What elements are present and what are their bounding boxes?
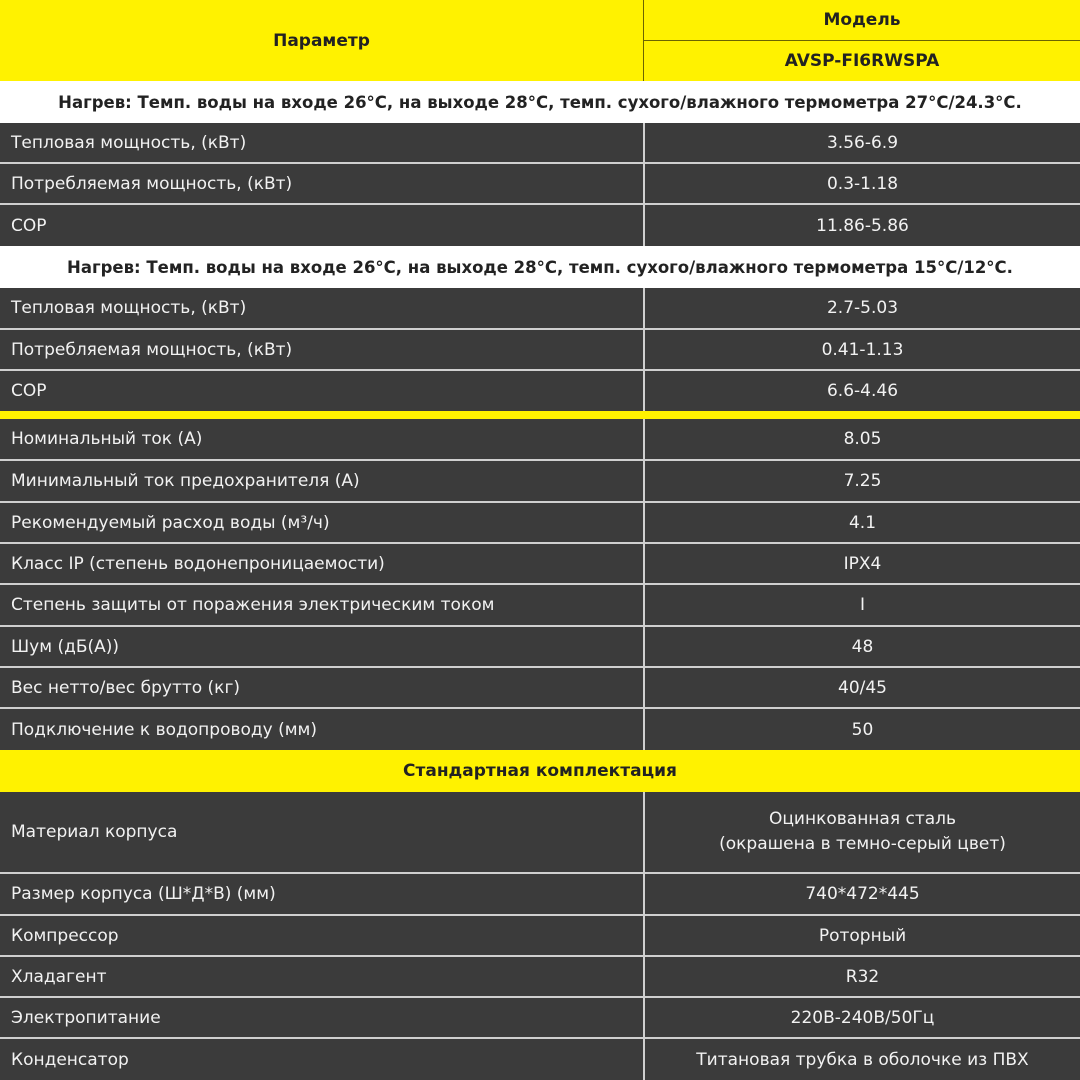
param-cell: Степень защиты от поражения электрическим током (11, 595, 495, 615)
table-row (0, 419, 1080, 461)
param-cell: Материал корпуса (11, 822, 178, 842)
param-cell: Подключение к водопроводу (мм) (11, 719, 318, 740)
param-cell: Шум (дБ(А)) (11, 636, 120, 657)
value-cell: 50 (643, 709, 1080, 750)
param-cell: Вес нетто/вес брутто (кг) (11, 677, 241, 698)
table-row (0, 585, 1080, 627)
model-label: Модель (644, 0, 1080, 41)
table-row (0, 330, 1080, 371)
table-row (0, 998, 1080, 1039)
value-cell: 4.1 (643, 503, 1080, 542)
table-row (0, 916, 1080, 957)
section-title-heating-2: Нагрев: Темп. воды на входе 26°C, на выходе 28°C, темп. сухого/влажного термометра 15°C/12°C. (0, 246, 1080, 288)
table-row (0, 288, 1080, 330)
param-cell: Номинальный ток (А) (11, 429, 203, 449)
param-cell: Класс IP (степень водонепроницаемости) (11, 553, 385, 574)
value-line: Оцинкованная сталь (768, 809, 957, 829)
value-cell (643, 792, 1080, 872)
table-row (0, 503, 1080, 544)
value-cell: 7.25 (643, 461, 1080, 501)
value-cell: 48 (643, 627, 1080, 666)
table-row (0, 709, 1080, 750)
value-cell: Роторный (643, 916, 1080, 955)
value-line: (окрашена в темно-серый цвет) (719, 834, 1006, 854)
param-cell: Минимальный ток предохранителя (А) (11, 471, 360, 491)
section-title-heating-1: Нагрев: Темп. воды на входе 26°C, на выходе 28°C, темп. сухого/влажного термометра 27°C/24.3°C. (0, 81, 1080, 123)
value-cell: 220В-240В/50Гц (643, 998, 1080, 1037)
table-row (0, 792, 1080, 874)
param-cell: Хладагент (11, 966, 107, 987)
param-cell: COP (11, 215, 47, 236)
param-cell: Тепловая мощность, (кВт) (11, 132, 247, 153)
value-cell: 8.05 (643, 419, 1080, 459)
section-separator (0, 411, 1080, 419)
param-cell: COP (11, 381, 47, 401)
table-row (0, 957, 1080, 998)
param-cell: Потребляемая мощность, (кВт) (11, 173, 293, 194)
param-cell: Конденсатор (11, 1049, 129, 1070)
table-row (0, 668, 1080, 709)
model-value: AVSP-FI6RWSPA (784, 51, 940, 71)
param-cell: Рекомендуемый расход воды (м³/ч) (11, 512, 330, 533)
table-row (0, 371, 1080, 411)
value-cell: 40/45 (643, 668, 1080, 707)
table-header (0, 0, 1080, 81)
table-row (0, 1039, 1080, 1080)
value-cell: 0.41-1.13 (643, 330, 1080, 369)
param-cell: Тепловая мощность, (кВт) (11, 298, 247, 318)
table-row (0, 461, 1080, 503)
value-cell: IPX4 (643, 544, 1080, 583)
value-cell: R32 (643, 957, 1080, 996)
value-cell: 0.3-1.18 (643, 164, 1080, 203)
model-column-header (643, 0, 1080, 81)
param-cell: Размер корпуса (Ш*Д*В) (мм) (11, 884, 276, 904)
value-cell: 6.6-4.46 (643, 371, 1080, 411)
value-cell: 740*472*445 (643, 874, 1080, 914)
table-row (0, 164, 1080, 205)
value-cell: Титановая трубка в оболочке из ПВХ (643, 1039, 1080, 1080)
value-cell: 2.7-5.03 (643, 288, 1080, 328)
table-row (0, 205, 1080, 246)
value-cell: 3.56-6.9 (643, 123, 1080, 162)
param-cell: Потребляемая мощность, (кВт) (11, 339, 293, 360)
value-cell: I (643, 585, 1080, 625)
table-row (0, 627, 1080, 668)
param-column-header: Параметр (273, 30, 370, 51)
table-row (0, 544, 1080, 585)
param-cell: Компрессор (11, 925, 119, 946)
table-row (0, 123, 1080, 164)
param-cell: Электропитание (11, 1007, 161, 1028)
value-cell: 11.86-5.86 (643, 205, 1080, 246)
table-row (0, 874, 1080, 916)
section-title-standard-equipment: Стандартная комплектация (0, 750, 1080, 792)
